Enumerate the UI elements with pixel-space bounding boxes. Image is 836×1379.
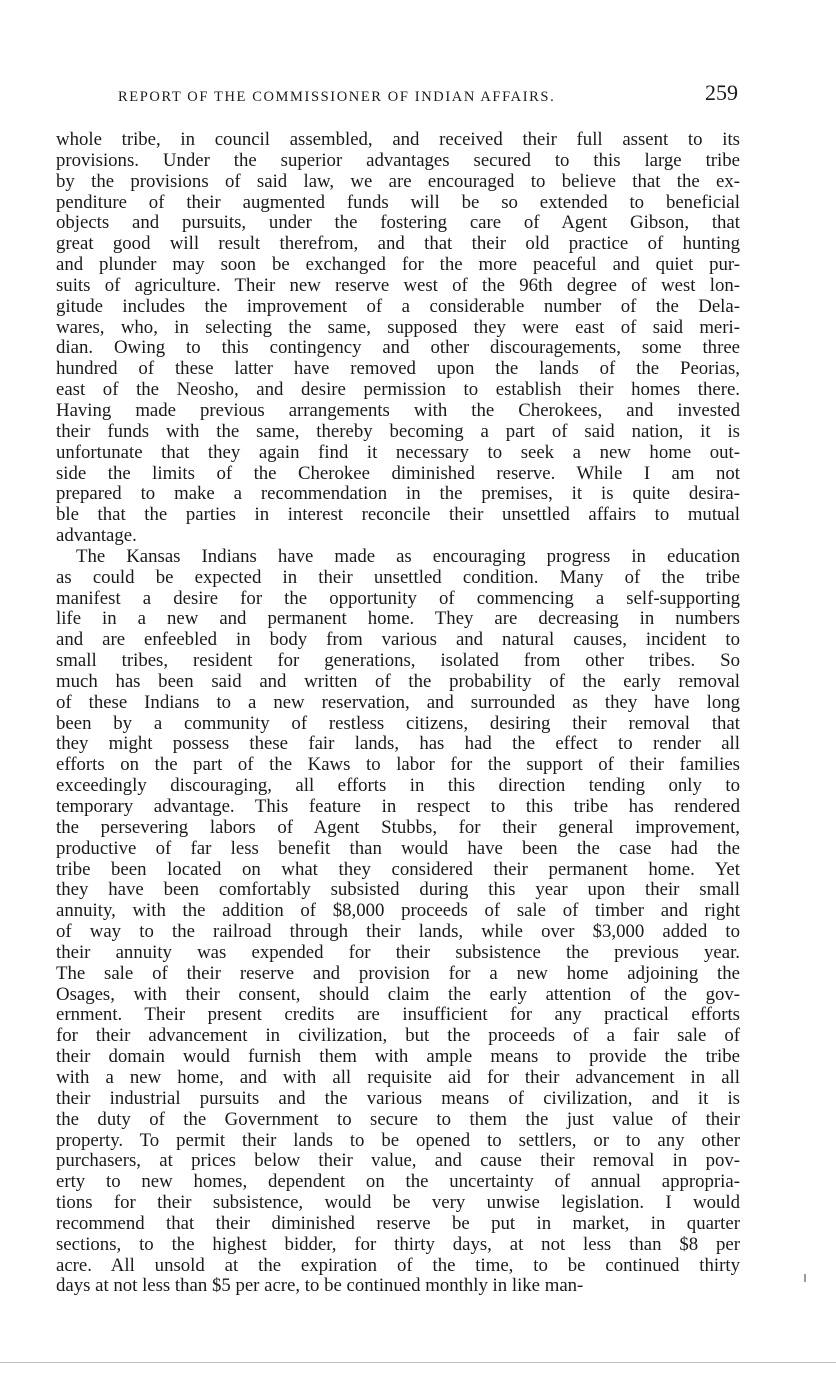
text-line: their funds with the same, thereby becoming a part of said nation, it is <box>56 421 740 442</box>
margin-mark <box>804 1274 806 1282</box>
text-line: tribe been located on what they considered their permanent home. Yet <box>56 859 740 880</box>
text-line: temporary advantage. This feature in respect to this tribe has rendered <box>56 797 740 817</box>
text-line: prepared to make a recommendation in the premises, it is quite desira- <box>56 484 740 505</box>
text-line: annuity, with the addition of $8,000 proceeds of sale of timber and right <box>56 901 740 922</box>
paragraph <box>56 130 740 547</box>
text-line: property. To permit their lands to be opened to settlers, or to any other <box>56 1130 740 1151</box>
text-line: east of the Neosho, and desire permission to establish their homes there. <box>56 380 740 401</box>
text-line: and are enfeebled in body from various and natural causes, incident to <box>56 630 740 651</box>
page-edge-rule <box>0 1362 836 1363</box>
text-line: by the provisions of said law, we are encouraged to believe that the ex- <box>56 171 740 192</box>
text-line: been by a community of restless citizens, desiring their removal that <box>56 713 740 734</box>
text-line: advantage. <box>56 526 137 547</box>
text-line: for their advancement in civilization, but the proceeds of a fair sale of <box>56 1026 740 1047</box>
text-line: acre. All unsold at the expiration of the time, to be continued thirty <box>56 1255 740 1276</box>
text-line: dian. Owing to this contingency and other discouragements, some three <box>56 338 740 359</box>
text-line: provisions. Under the superior advantages secured to this large tribe <box>56 150 740 171</box>
text-line: productive of far less benefit than would have been the case had the <box>56 838 740 859</box>
text-line: the duty of the Government to secure to them the just value of their <box>56 1109 740 1130</box>
text-line: gitude includes the improvement of a considerable number of the Dela- <box>56 296 740 317</box>
paragraph <box>56 547 740 1297</box>
body-text <box>56 130 740 1297</box>
text-line: of way to the railroad through their lands, while over $3,000 added to <box>56 922 740 943</box>
page-number: 259 <box>705 80 738 105</box>
text-line: and plunder may soon be exchanged for the more peaceful and quiet pur- <box>56 255 740 276</box>
text-line: erty to new homes, dependent on the uncertainty of annual appropria- <box>56 1172 740 1193</box>
text-line: days at not less than $5 per acre, to be continued monthly in like man- <box>56 1276 584 1297</box>
text-line: exceedingly discouraging, all efforts in this direction tending only to <box>56 776 740 797</box>
page-header <box>56 80 740 112</box>
text-line: recommend that their diminished reserve be put in market, in quarter <box>56 1213 740 1234</box>
text-line: great good will result therefrom, and that their old practice of hunting <box>56 234 740 255</box>
text-line: Having made previous arrangements with the Cherokees, and invested <box>56 400 740 421</box>
text-line: side the limits of the Cherokee diminished reserve. While I am not <box>56 463 740 484</box>
text-line: penditure of their augmented funds will be so extended to beneficial <box>56 192 740 213</box>
text-line: their industrial pursuits and the various means of civilization, and it is <box>56 1088 740 1109</box>
text-line: ernment. Their present credits are insufficient for any practical efforts <box>56 1005 740 1026</box>
text-line: as could be expected in their unsettled condition. Many of the tribe <box>56 567 740 588</box>
text-line: of these Indians to a new reservation, and surrounded as they have long <box>56 692 740 713</box>
text-line: their domain would furnish them with ample means to provide the tribe <box>56 1047 740 1068</box>
text-line: small tribes, resident for generations, isolated from other tribes. So <box>56 651 740 672</box>
text-line: suits of agriculture. Their new reserve west of the 96th degree of west lon- <box>56 275 740 296</box>
text-line: hundred of these latter have removed upon the lands of the Peorias, <box>56 359 740 380</box>
text-line: they have been comfortably subsisted during this year upon their small <box>56 880 740 901</box>
text-line: their annuity was expended for their subsistence the previous year. <box>56 942 740 963</box>
text-line: wares, who, in selecting the same, supposed they were east of said meri- <box>56 317 740 338</box>
text-line: tions for their subsistence, would be very unwise legislation. I would <box>56 1193 740 1214</box>
text-line: manifest a desire for the opportunity of commencing a self-supporting <box>56 588 740 609</box>
text-line: the persevering labors of Agent Stubbs, for their general improvement, <box>56 817 740 838</box>
text-line: whole tribe, in council assembled, and received their full assent to its <box>56 130 740 150</box>
running-head: REPORT OF THE COMMISSIONER OF INDIAN AFFAIRS. <box>118 89 556 105</box>
text-line: unfortunate that they again find it necessary to seek a new home out- <box>56 442 740 463</box>
text-line: The sale of their reserve and provision for a new home adjoining the <box>56 963 740 984</box>
text-line: much has been said and written of the probability of the early removal <box>56 671 740 692</box>
text-line: they might possess these fair lands, has had the effect to render all <box>56 734 740 755</box>
text-line: purchasers, at prices below their value, and cause their removal in pov- <box>56 1151 740 1172</box>
text-line: objects and pursuits, under the fostering care of Agent Gibson, that <box>56 213 740 234</box>
text-line: The Kansas Indians have made as encouraging progress in education <box>76 546 740 567</box>
text-line: life in a new and permanent home. They are decreasing in numbers <box>56 609 740 630</box>
text-line: ble that the parties in interest reconcile their unsettled affairs to mutual <box>56 505 740 526</box>
text-line: with a new home, and with all requisite aid for their advancement in all <box>56 1067 740 1088</box>
text-line: Osages, with their consent, should claim the early attention of the gov- <box>56 984 740 1005</box>
text-line: sections, to the highest bidder, for thirty days, at not less than $8 per <box>56 1234 740 1255</box>
text-line: efforts on the part of the Kaws to labor for the support of their families <box>56 755 740 776</box>
